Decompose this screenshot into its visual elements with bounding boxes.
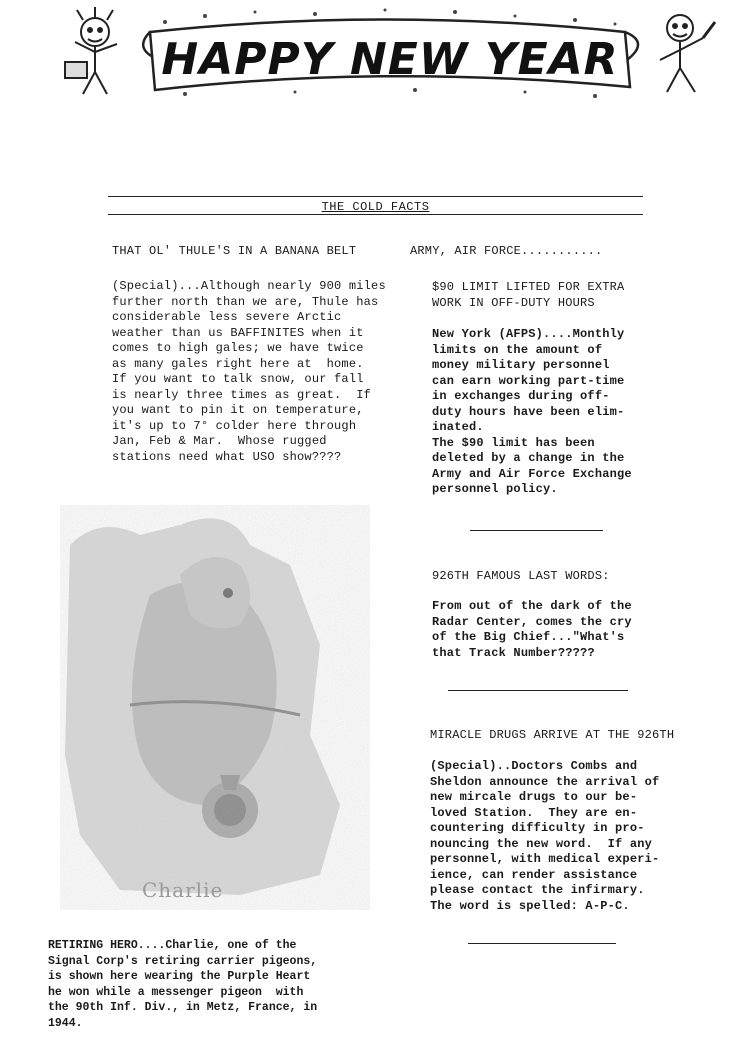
header-rule-top bbox=[108, 196, 643, 197]
miracle-drugs-body: (Special)..Doctors Combs and Sheldon announce the arrival of new mircale drugs to our be- loved Station. They are en- countering difficulty in pro- nouncing the new word. If any personnel, with medical experi- ience, can render assistance please contact the infirmary. The word is spelled: A-P-C. bbox=[430, 759, 660, 913]
photo-caption: Charlie bbox=[142, 878, 224, 902]
happy-new-year-banner bbox=[55, 2, 720, 102]
section-title-text: THE COLD FACTS bbox=[321, 200, 430, 214]
divider bbox=[468, 943, 616, 944]
thule-body: (Special)...Although nearly 900 miles further north than we are, Thule has considerable less severe Arctic weather than us BAFFINITES when it comes to high gales; we have twice as many gales right here at home. If you want to talk snow, our fall is nearly three times as great. If you want to pin it on temperature, it's up to 7° colder here through Jan, Feb & Mar. Whose rugged stations need what USO show???? bbox=[112, 279, 386, 464]
retiring-hero-caption: RETIRING HERO....Charlie, one of the Signal Corp's retiring carrier pigeons, is shown here wearing the Purple Heart he won while a messenger pigeon with the 90th Inf. Div., in Metz, France, in 1944. bbox=[48, 939, 318, 1030]
famous-last-words-headline: 926TH FAMOUS LAST WORDS: bbox=[432, 569, 610, 583]
charlie-pigeon-photo bbox=[60, 505, 370, 910]
famous-last-words-body: From out of the dark of the Radar Center, comes the cry of the Big Chief..."What's that Track Number????? bbox=[432, 599, 632, 660]
section-title bbox=[108, 200, 643, 214]
header-rule-bottom bbox=[108, 214, 643, 215]
divider bbox=[448, 690, 628, 691]
divider bbox=[470, 530, 603, 531]
miracle-drugs-headline: MIRACLE DRUGS ARRIVE AT THE 926TH bbox=[430, 728, 675, 742]
right-cartoon-figure-icon bbox=[660, 15, 715, 92]
limit-headline: $90 LIMIT LIFTED FOR EXTRA WORK IN OFF-DUTY HOURS bbox=[432, 280, 625, 310]
banner-title: HAPPY NEW YEAR bbox=[161, 34, 619, 85]
army-air-force-headline: ARMY, AIR FORCE........... bbox=[410, 244, 603, 258]
left-cartoon-figure-icon bbox=[65, 7, 117, 94]
thule-headline: THAT OL' THULE'S IN A BANANA BELT bbox=[112, 244, 357, 258]
limit-body: New York (AFPS)....Monthly limits on the amount of money military personnel can earn working part-time in exchanges during off- duty hours have been elim- inated. The $90 limit has been deleted by a change in the Army and Air Force Exchange personnel policy. bbox=[432, 327, 632, 496]
